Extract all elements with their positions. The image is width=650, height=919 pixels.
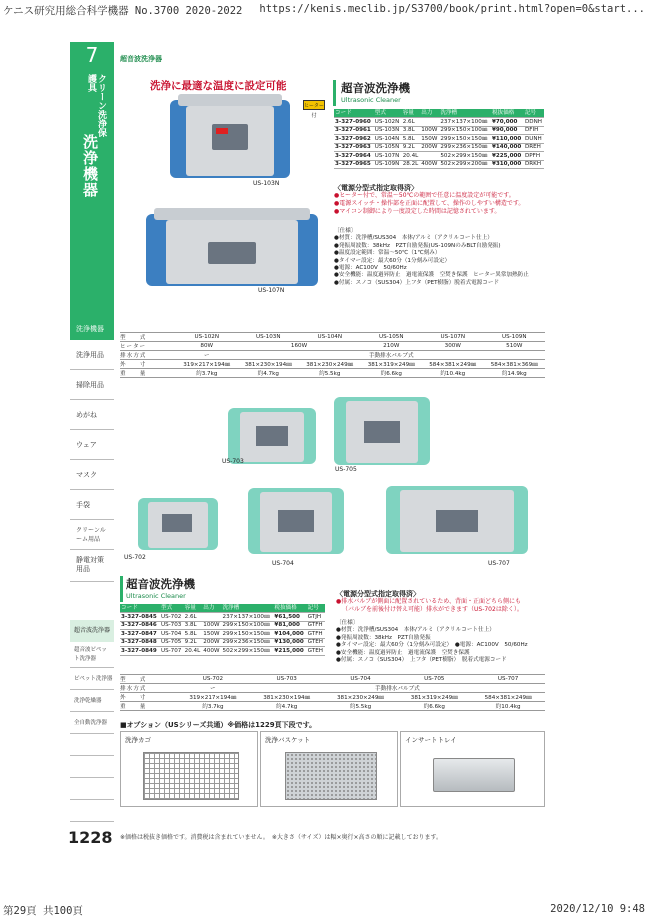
table-row: 3-327-0960 US-102N 2.6L 237×137×100㎜ ¥70,000 DDNH xyxy=(334,118,544,127)
option-insert-tray: インサートトレイ xyxy=(400,731,545,807)
option-perforated-basket: 洗浄バスケット xyxy=(260,731,398,807)
sidebar-active-item[interactable]: 洗浄機器 xyxy=(70,318,114,340)
img-label-us704: US-704 xyxy=(272,560,294,567)
sidebar-item[interactable]: 手袋 xyxy=(70,490,114,520)
footnote: ※価格は税抜き価格です。消費税は含まれていません。 ※大きさ（サイズ）は幅×奥行×高さの順に記載しております。 xyxy=(120,834,443,841)
cleaner-image-us702 xyxy=(138,498,218,550)
sidebar-blank xyxy=(70,800,114,822)
table-row: 3-327-0847 US-704 5.8L 150W 299×150×150㎜ ¥104,000 GTFH xyxy=(120,630,325,639)
sidebar-sub-active[interactable]: 超音波洗浄器 xyxy=(70,620,114,642)
top-price-table: コード 型式 容量 出力 洗浄槽 税抜価格 記号 3-327-0960 US-102N 2.6L 237×137×100㎜ ¥70,000 DDNH 3-327-0961 US-103N 3.8L 100W 299×150×100㎜ ¥90,000 DFIH 3-327-0962 US-104N 5.8L 150W 299×150×150㎜ ¥110,000 DUNH 3-327-0963 US-105N 9.2L 200W 299×236×150㎜ ¥140,000 DREH 3-327-0964 US-107N 20.4L 502×299×150㎜ ¥225,000 DPFH 3-327-0965 US-109N 28.2L 400W 502×299×200㎜ ¥310,000 DRKH xyxy=(334,109,544,169)
table-row: 3-327-0962 US-104N 5.8L 150W 299×150×150㎜ ¥110,000 DUNH xyxy=(334,135,544,144)
sidebar-blank xyxy=(70,756,114,778)
cleaner-image-us704 xyxy=(248,488,344,554)
title-bar xyxy=(120,576,123,602)
sidebar-item[interactable]: ウェア xyxy=(70,430,114,460)
img-label-us707: US-707 xyxy=(488,560,510,567)
top-specs: 〔仕様〕 ●材質：洗浄槽/SUS304 本体/アルミ（アクリルコート仕上） ●発振周波数：38kHz PZT自励発振(US-109NのみBLT自励発振) ●温度設定範囲：常温〜50℃（1℃刻み） ●タイマー設定：最大60分（1分刻み可設定） ●電源：AC100V 50/60Hz ●安全機能：温度過昇防止 過電流保護 空焚き保護 ヒーター異常加熱防止 ●付属：スノコ（SUS304）上フタ（PET樹脂）脱着式電源コード xyxy=(334,228,529,286)
sidebar-sub-item[interactable]: 洗浄乾燥器 xyxy=(70,690,114,712)
img-label-us703: US-703 xyxy=(222,458,244,465)
sidebar-item[interactable]: マスク xyxy=(70,460,114,490)
sidebar-item[interactable]: クリーンルーム用品 xyxy=(70,520,114,550)
table-row: 3-327-0965 US-109N 28.2L 400W 502×299×200㎜ ¥310,000 DRKH xyxy=(334,160,544,169)
img-label-us103n: US-103N xyxy=(253,180,280,187)
bottom-features: 〈電源分型式指定取得済〉 ●排水バルブが側面に配置されているため、背面・正面どちら側にも （バルブを前後付け替え可能）排水ができます（US-702は除く）。 xyxy=(336,590,523,613)
product-subtitle: Ultrasonic Cleaner xyxy=(341,96,401,104)
bottom-spec-table: 型 式 US-702 US-703 US-704 US-705 US-707 排水方式 ー 手動排水バルブ式 外 寸 319×217×194㎜ 381×230×194㎜ 381×230×249㎜ 381×319×249㎜ 584×381×249㎜ 重 量 約3.7kg 約4.7kg 約5.5kg 約6.6kg 約10.4kg xyxy=(120,674,545,711)
sidebar-item[interactable]: 洗浄用品 xyxy=(70,340,114,370)
sidebar-blank xyxy=(70,778,114,800)
page-number: 1228 xyxy=(68,828,113,847)
table-row: 3-327-0846 US-703 3.8L 100W 299×150×100㎜ ¥81,000 GTFH xyxy=(120,621,325,630)
options-title: ■オプション（USシリーズ共通）※価格は1229頁下段です。 xyxy=(120,721,317,729)
sidebar-sub-item[interactable]: ピペット洗浄器 xyxy=(70,668,114,690)
img-label-us705: US-705 xyxy=(335,466,357,473)
cleaner-image-us107n xyxy=(146,214,318,286)
product-title: 超音波洗浄機 xyxy=(341,81,410,95)
table-row: 3-327-0849 US-707 20.4L 400W 502×299×150㎜ ¥215,000 GTEH xyxy=(120,647,325,656)
chapter-number: 7 xyxy=(70,42,114,68)
table-row: 3-327-0961 US-103N 3.8L 100W 299×150×100㎜ ¥90,000 DFIH xyxy=(334,126,544,135)
cleaner-image-us103n xyxy=(170,100,290,178)
table-row: 3-327-0848 US-705 9.2L 200W 299×236×150㎜ ¥130,000 GTEH xyxy=(120,638,325,647)
chapter-title: 洗浄機器 xyxy=(81,134,99,198)
sidebar-blank xyxy=(70,734,114,756)
heater-badge: ヒーター付 xyxy=(303,100,325,110)
cleaner-image-us705 xyxy=(334,397,430,465)
sidebar-item[interactable]: 静電対策用品 xyxy=(70,550,114,582)
chapter-category: クリーン洗浄保護具 xyxy=(86,74,106,137)
cleaner-image-us703 xyxy=(228,408,316,464)
img-label-us702: US-702 xyxy=(124,554,146,561)
section-label: 超音波洗浄器 xyxy=(120,55,162,63)
img-label-us107n: US-107N xyxy=(258,287,285,294)
sidebar-sub-item[interactable]: 全自動洗浄器 xyxy=(70,712,114,734)
bottom-price-table: コード 型式 容量 出力 洗浄槽 税抜価格 記号 3-327-0845 US-702 2.6L 237×137×100㎜ ¥61,500 GTJH 3-327-0846 US-703 3.8L 100W 299×150×100㎜ ¥81,000 GTFH 3-327-0847 US-704 5.8L 150W 299×150×150㎜ ¥104,000 GTFH 3-327-0848 US-705 9.2L 200W 299×236×150㎜ ¥130,000 GTEH 3-327-0849 US-707 20.4L 400W 502×299×150㎜ ¥215,000 GTEH xyxy=(120,604,325,656)
doc-footer-page: 第29頁 共100頁 xyxy=(3,905,83,917)
title-bar xyxy=(333,80,336,106)
top-features: 〈電源分型式指定取得済〉 ●ヒーター付で、常温〜50℃の範囲で任意に温度設定が可能です。 ●電源スイッチ・操作部を正面に配置して、操作のしやすい構造です。 ●マイコン制御により一度設定した時間は記憶されています。 xyxy=(334,184,525,215)
table-row: 3-327-0964 US-107N 20.4L 502×299×150㎜ ¥225,000 DPFH xyxy=(334,152,544,161)
sidebar-item[interactable]: 掃除用品 xyxy=(70,370,114,400)
doc-footer-date: 2020/12/10 9:48 xyxy=(550,903,645,915)
chapter-tab xyxy=(70,68,114,318)
doc-header-url: https://kenis.meclib.jp/S3700/book/print.html?open=0&start... xyxy=(259,3,645,15)
catch-copy: 洗浄に最適な温度に設定可能 xyxy=(150,80,287,92)
table-row: 3-327-0963 US-105N 9.2L 200W 299×236×150㎜ ¥140,000 DREH xyxy=(334,143,544,152)
product-title-2: 超音波洗浄機 xyxy=(126,577,195,591)
option-basket: 洗浄カゴ xyxy=(120,731,258,807)
doc-header-title: ケニス研究用総合科学機器 No.3700 2020-2022 xyxy=(3,5,243,17)
sidebar-sub-item[interactable]: 超音波ピペット洗浄器 xyxy=(70,642,114,668)
product-subtitle-2: Ultrasonic Cleaner xyxy=(126,592,186,600)
bottom-specs: 〔仕様〕 ●材質：洗浄槽/SUS304 本体/アルミ（アクリルコート仕上） ●発振周波数：38kHz PZT自励発振 ●タイマー設定：最大60分（1分刻み可設定） ●電源：AC100V 50/60Hz ●安全機能：温度過昇防止 過電流保護 空焚き保護 ●付属：スノコ（SUS304） 上フタ（PET樹脂） 脱着式電源コード xyxy=(336,620,528,664)
table-row: 3-327-0845 US-702 2.6L 237×137×100㎜ ¥61,500 GTJH xyxy=(120,613,325,622)
sidebar-item[interactable]: めがね xyxy=(70,400,114,430)
cleaner-image-us707 xyxy=(386,486,528,554)
top-spec-table: 型 式 US-102N US-103N US-104N US-105N US-107N US-109N ヒーター 80W 160W 210W 300W 510W 排水方式 ー 手動排水バルブ式 外 寸 319×217×194㎜ 381×230×194㎜ 381×230×249㎜ 381×319×249㎜ 584×381×249㎜ 584×381×369㎜ 重 量 約3.7kg 約4.7kg 約5.5kg 約6.6kg 約10.4kg 約14.9kg xyxy=(120,332,545,378)
